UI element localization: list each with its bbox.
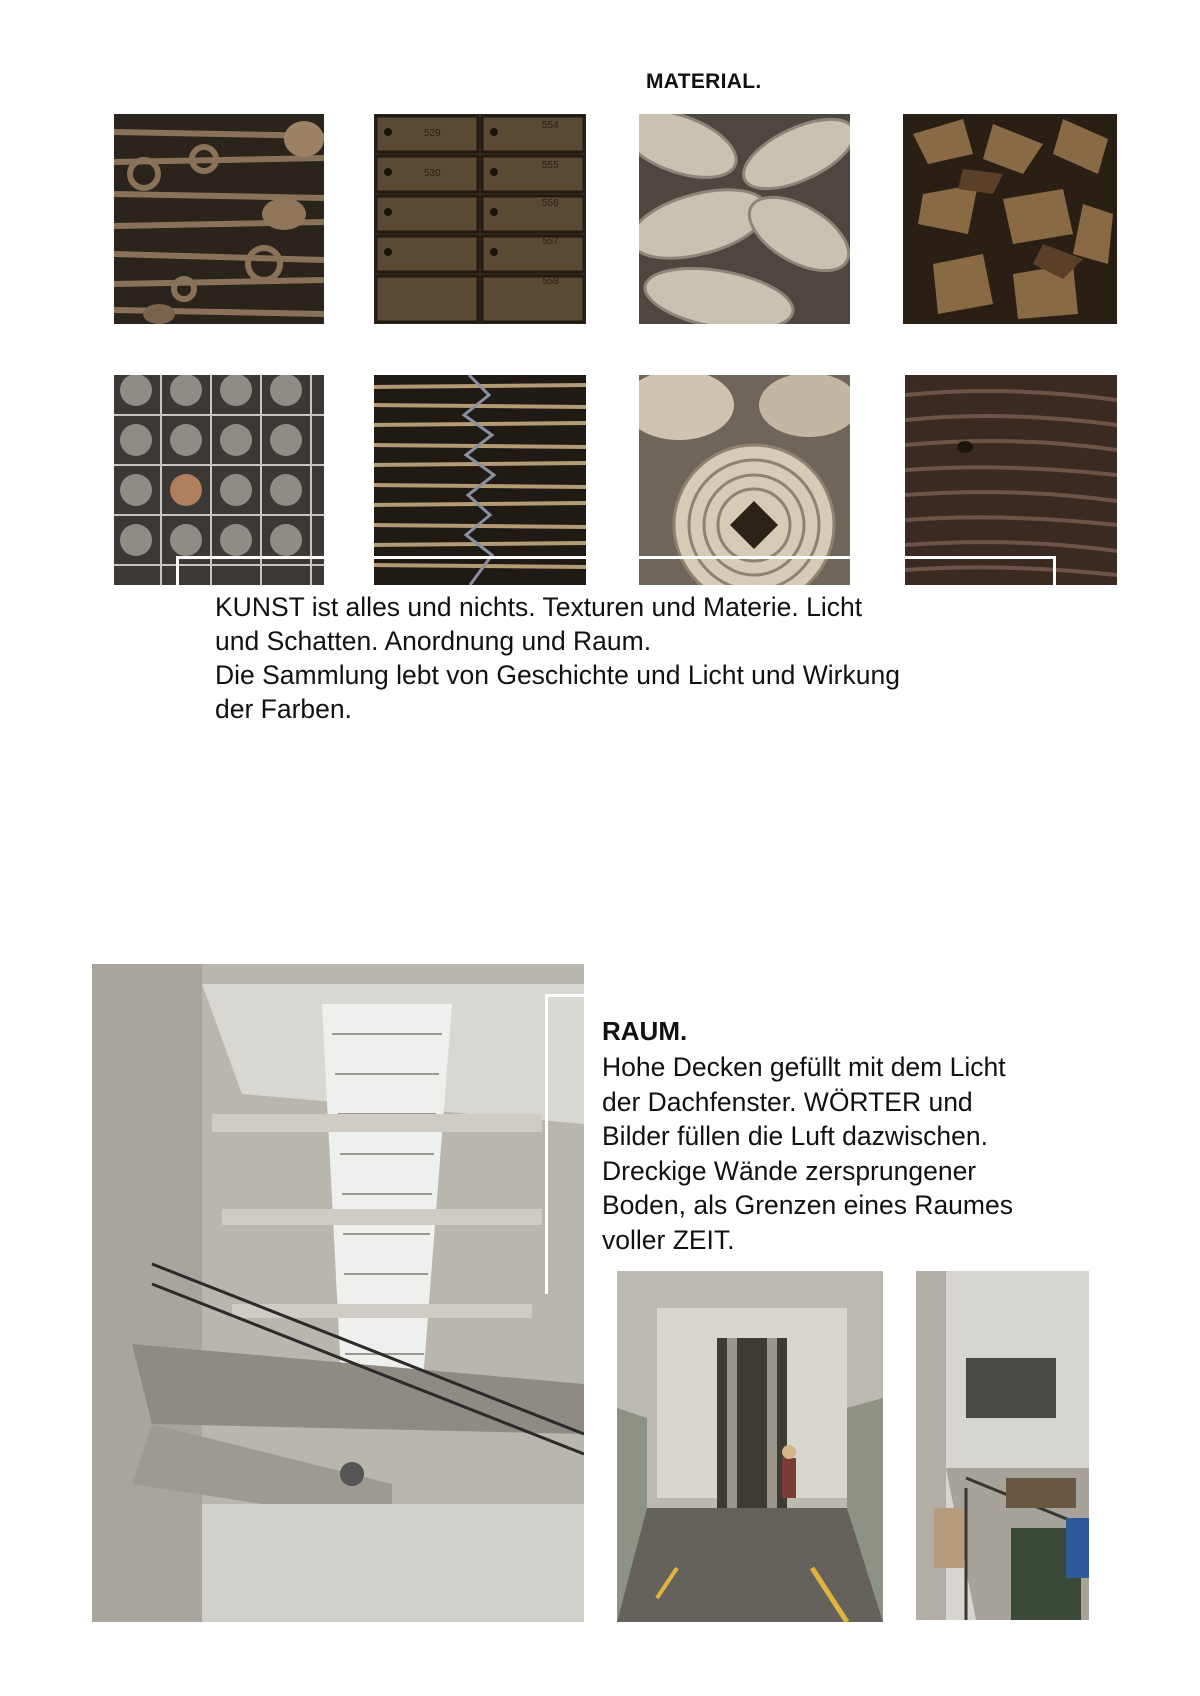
kunst-line: Die Sammlung lebt von Geschichte und Licht und Wirkung [215,660,900,690]
kunst-paragraph [215,590,1055,726]
raum-line: Bilder füllen die Luft dazwischen. [602,1121,988,1151]
kunst-line: und Schatten. Anordnung und Raum. [215,626,652,656]
raum-heading: RAUM. [602,1016,688,1046]
box-number: 557 [542,236,559,247]
workshop-icon [916,1268,1089,1620]
skylight-hall-icon [92,964,584,1622]
raum-line: der Dachfenster. WÖRTER und [602,1086,973,1117]
scrap-metal-icon [903,114,1117,324]
box-number: 530 [424,168,441,179]
tongs-icon [114,114,324,324]
kunst-line: KUNST ist alles und nichts. Texturen und Materie. Licht [215,592,863,622]
corridor-icon [617,1268,883,1622]
raum-line: Hohe Decken gefüllt mit dem Licht [602,1052,1006,1082]
box-number: 554 [542,120,559,131]
paper-stacks-icon [374,375,586,585]
kunst-line: der Farben. [215,694,352,724]
material-heading: MATERIAL. [646,70,762,93]
box-number: 556 [542,198,559,209]
raum-paragraph [602,1050,1092,1257]
photo-frame [617,1268,1089,1292]
box-number: 558 [542,276,559,287]
rope-icon [639,114,850,324]
box-number: 555 [542,160,559,171]
bottles-icon [114,375,324,585]
raum-line: voller ZEIT. [602,1224,735,1255]
raum-line: Dreckige Wände zersprungener [602,1155,977,1186]
leather-layers-icon [905,375,1117,585]
raum-line: Boden, als Grenzen eines Raumes [602,1190,1013,1220]
paper-rolls-icon [639,375,850,585]
box-number: 529 [424,128,441,139]
deposit-boxes-icon [374,114,586,324]
